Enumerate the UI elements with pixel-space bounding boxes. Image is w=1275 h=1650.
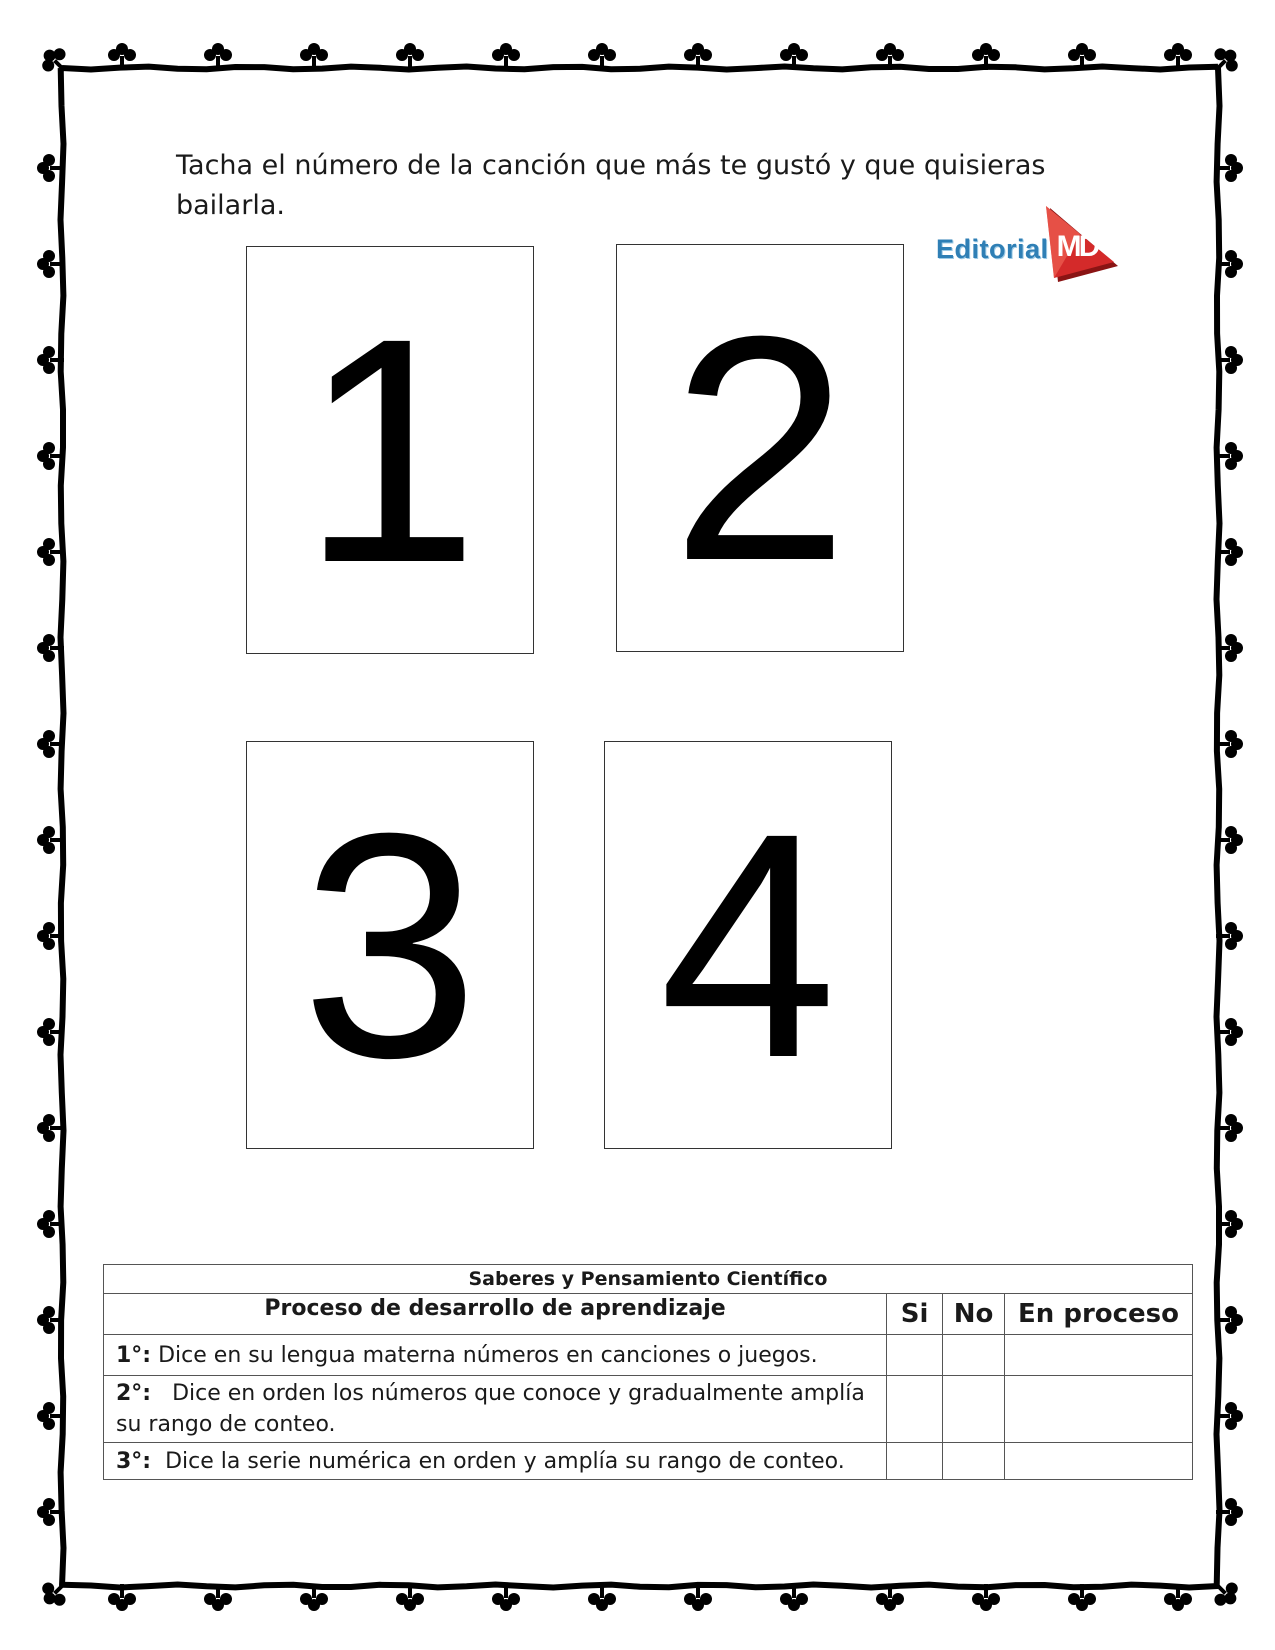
logo-triangle-icon — [1040, 204, 1124, 284]
criterion-text: Dice en su lengua materna números en canciones o juegos. — [151, 1342, 818, 1368]
check-en-proceso[interactable] — [1005, 1335, 1193, 1376]
border-flower-icon — [1206, 41, 1245, 80]
border-flower-icon — [1206, 1574, 1245, 1613]
check-si[interactable] — [887, 1335, 943, 1376]
evaluation-table — [103, 1264, 1193, 1480]
song-card-3[interactable] — [246, 741, 534, 1149]
column-no: No — [943, 1294, 1005, 1335]
instruction-text: Tacha el número de la canción que más te gustó y que quisieras bailarla. — [176, 150, 1046, 221]
evaluation-title: Saberes y Pensamiento Científico — [104, 1265, 1193, 1294]
border-flower-icon — [35, 41, 74, 80]
editorial-md-logo — [936, 204, 1126, 284]
grade-level: 3°: — [116, 1448, 152, 1474]
song-number: 4 — [659, 766, 837, 1124]
check-en-proceso[interactable] — [1005, 1443, 1193, 1480]
criterion-cell — [104, 1443, 887, 1480]
grade-level: 1°: — [116, 1342, 152, 1368]
check-no[interactable] — [943, 1443, 1005, 1480]
song-number: 2 — [671, 269, 849, 627]
column-en-proceso: En proceso — [1005, 1294, 1193, 1335]
process-header: Proceso de desarrollo de aprendizaje — [104, 1294, 887, 1335]
criterion-text: Dice la serie numérica en orden y amplía su rango de conteo. — [151, 1448, 845, 1474]
grade-level: 2°: — [116, 1381, 152, 1406]
table-row — [104, 1335, 1193, 1376]
check-en-proceso[interactable] — [1005, 1376, 1193, 1443]
logo-text: Editorial — [936, 234, 1049, 264]
criterion-text: Dice en orden los números que conoce y gradualmente amplía su rango de conteo. — [116, 1381, 872, 1437]
criterion-cell — [104, 1335, 887, 1376]
check-no[interactable] — [943, 1335, 1005, 1376]
check-si[interactable] — [887, 1443, 943, 1480]
table-row — [104, 1376, 1193, 1443]
check-no[interactable] — [943, 1376, 1005, 1443]
logo-mark-text: MD — [1056, 230, 1098, 263]
border-flower-icon — [35, 1574, 74, 1613]
song-card-4[interactable] — [604, 741, 892, 1149]
song-number: 1 — [301, 271, 479, 629]
check-si[interactable] — [887, 1376, 943, 1443]
criterion-cell — [104, 1376, 887, 1443]
table-row — [104, 1443, 1193, 1480]
column-si: Si — [887, 1294, 943, 1335]
song-number: 3 — [301, 766, 479, 1124]
song-card-2[interactable] — [616, 244, 904, 652]
song-card-1[interactable] — [246, 246, 534, 654]
